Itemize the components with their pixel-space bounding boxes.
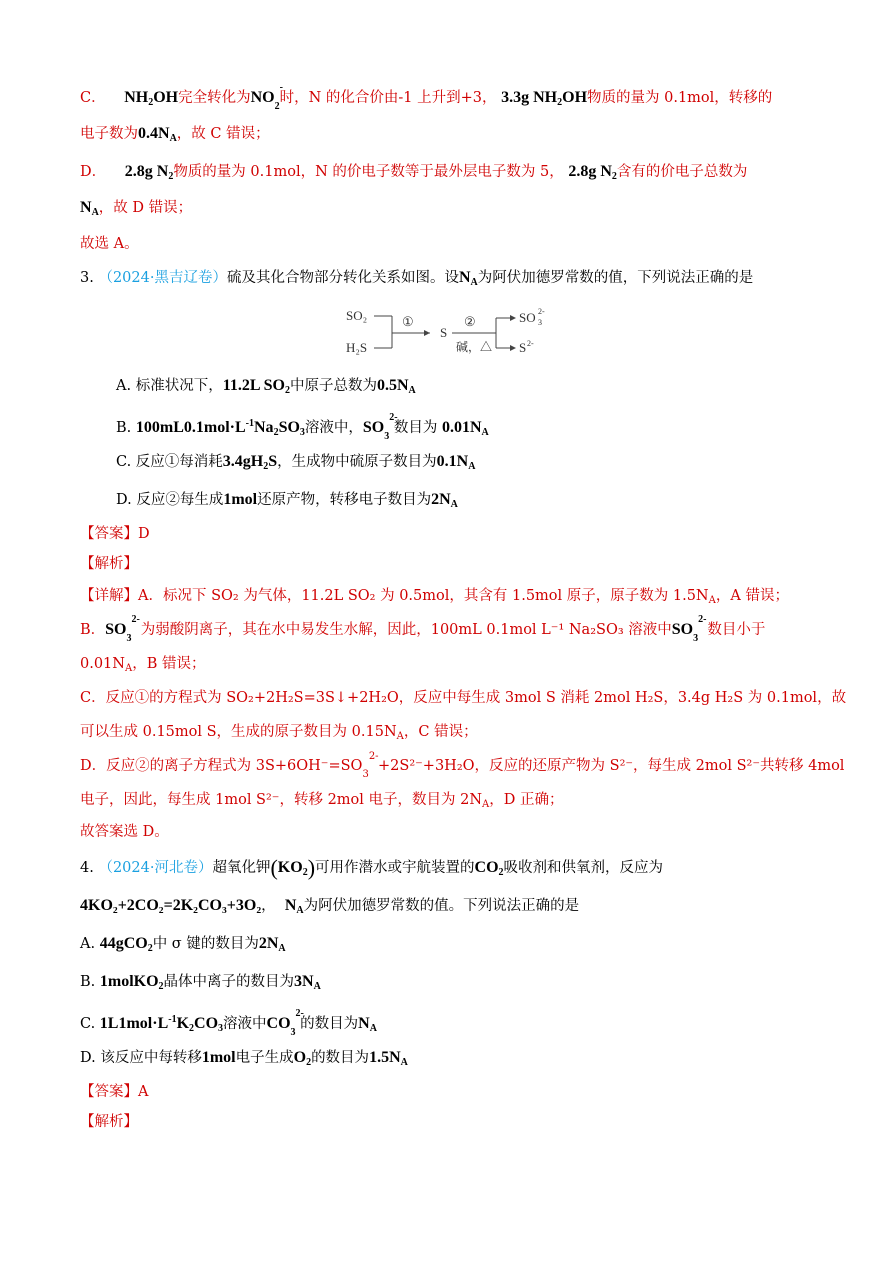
formula-na: $N_A$ bbox=[80, 199, 99, 218]
q3-option-c bbox=[116, 452, 475, 477]
option-label: D． bbox=[80, 164, 107, 180]
formula: $3.4gH_2S$ bbox=[222, 453, 278, 472]
text: 含有的价电子总数为 bbox=[616, 164, 748, 180]
text: 硫及其化合物部分转化关系如图。设 bbox=[226, 270, 459, 286]
option-label: C． bbox=[80, 90, 106, 106]
svg-text:2-: 2- bbox=[538, 307, 545, 316]
formula: 11.2L $SO_2$ bbox=[222, 377, 290, 396]
q2-conclusion: 故选 A。 bbox=[80, 236, 139, 252]
q3-analysis-tag: 【解析】 bbox=[80, 556, 138, 572]
text: ，故 D 错误； bbox=[98, 200, 193, 216]
formula-o2: $O_2$ bbox=[293, 1049, 312, 1068]
text: 0.01N bbox=[80, 656, 125, 672]
q4-stem-line2 bbox=[80, 896, 579, 921]
text: +2S²⁻+3H₂O，反应的还原产物为 S²⁻，每生成 2mol S²⁻共转移 4mol bbox=[378, 758, 845, 774]
answer-value: A bbox=[138, 1084, 149, 1100]
text: 数目为 bbox=[393, 420, 438, 436]
q3-option-d bbox=[116, 490, 458, 515]
q3-stem bbox=[80, 268, 753, 293]
q4-stem-line1 bbox=[80, 855, 664, 883]
q3-detail-c-line2: 可以生成 0.15mol S，生成的原子数目为 $0.15N_A$，C 错误； bbox=[80, 724, 478, 742]
text: 电子数为 bbox=[80, 126, 138, 142]
text: 可以生成 0.15mol S，生成的原子数目为 0.15N bbox=[80, 724, 397, 740]
text: D．反应②的离子方程式为 3S+6OH⁻= bbox=[80, 758, 341, 774]
text: 中 σ 键的数目为 bbox=[152, 936, 259, 952]
text: 溶液中 bbox=[223, 1016, 267, 1032]
q2-option-c-line2 bbox=[80, 124, 270, 149]
question-number: 4. bbox=[80, 860, 94, 876]
formula-sulfite: SO3 2- bbox=[671, 614, 707, 644]
formula: $1L1mol\cdot L^{-1}K_2CO_3$ bbox=[99, 1014, 224, 1034]
text: 可用作潜水或宇航装置的 bbox=[315, 860, 475, 876]
text: 完全转化为 bbox=[178, 90, 251, 106]
formula-no2: NO2 - bbox=[250, 82, 283, 112]
q2-option-d-line2 bbox=[80, 198, 192, 223]
q3-detail-a: 【详解】A．标况下 SO₂ 为气体，11.2L SO₂ 为 0.5mol，其含有 1.5mol 原子，原子数为 $1.5N_A$，A 错误； bbox=[80, 588, 789, 606]
text: 溶液中， bbox=[304, 420, 363, 436]
q4-option-d bbox=[80, 1048, 408, 1073]
formula: $100mL0.1mol\cdot L^{-1}Na_2SO_3$ bbox=[135, 418, 305, 438]
text: C. bbox=[80, 1016, 100, 1032]
text: 物质的量为 0.1mol，转移的 bbox=[587, 90, 773, 106]
label-so2: SO₂ bbox=[346, 308, 368, 323]
formula-na: $1.5N_A$ bbox=[369, 1049, 408, 1068]
label-condition: 碱，△ bbox=[456, 340, 493, 354]
text: 的数目为 bbox=[300, 1016, 359, 1032]
formula-carbonate: CO3 2- bbox=[266, 1008, 304, 1038]
label-h2s: H₂S bbox=[346, 340, 368, 355]
formula-na: $0.5N_A$ bbox=[376, 377, 416, 396]
q3-option-a bbox=[116, 376, 416, 401]
text: ，C 错误； bbox=[403, 724, 478, 740]
text: ，A 错误； bbox=[715, 588, 789, 604]
text: 的数目为 bbox=[311, 1050, 370, 1066]
text: A. 标准状况下， bbox=[116, 378, 223, 394]
q3-detail-b-line2: $0.01N_A$，B 错误； bbox=[80, 656, 206, 674]
formula-mass: 3.3g $NH_2OH$ bbox=[501, 89, 588, 108]
q3-conclusion: 故答案选 D。 bbox=[80, 824, 169, 840]
formula-na: $N_A$ bbox=[284, 897, 304, 916]
label-s: S bbox=[440, 325, 448, 340]
text: A. bbox=[80, 936, 100, 952]
text: 物质的量为 0.1mol，N 的价电子数等于最外层电子数为 5， bbox=[173, 164, 564, 180]
text: ，B 错误； bbox=[132, 656, 206, 672]
formula: 1mol bbox=[201, 1049, 236, 1066]
text: 电子，因此，每生成 1mol S²⁻，转移 2mol 电子，数目为 2N bbox=[80, 792, 483, 808]
svg-text:2-: 2- bbox=[527, 339, 534, 348]
q4-option-c bbox=[80, 1010, 377, 1039]
answer-tag: 【答案】 bbox=[80, 1084, 138, 1100]
formula-co2: $CO_2$ bbox=[474, 859, 504, 878]
formula-n2: 2.8g $N_2$ bbox=[124, 163, 174, 182]
formula-na: $0.4N_A$ bbox=[138, 125, 177, 144]
question-source: （2024·黑吉辽卷） bbox=[98, 270, 227, 286]
text: 为阿伏加德罗常数的值，下列说法正确的是 bbox=[477, 270, 754, 286]
label-step2: ② bbox=[464, 314, 476, 329]
formula-sulfite: SO3 2- bbox=[340, 751, 379, 780]
answer-tag: 【答案】 bbox=[80, 526, 138, 542]
text: 中原子总数为 bbox=[289, 378, 377, 394]
formula-na: $2N_A$ bbox=[258, 935, 286, 954]
formula-na: $2N_A$ bbox=[431, 491, 458, 510]
q3-detail-b-line1 bbox=[80, 614, 766, 644]
formula-na: $N_A$ bbox=[358, 1015, 377, 1034]
text: 为弱酸阴离子，其在水中易发生水解，因此，100mL 0.1mol L⁻¹ Na₂SO₃ 溶液中 bbox=[140, 622, 672, 638]
text: C. 反应①每消耗 bbox=[116, 454, 223, 470]
formula: 44gCO$_2$ bbox=[99, 935, 153, 954]
q3-detail-d-line1 bbox=[80, 751, 845, 780]
q2-option-d-line1 bbox=[80, 162, 747, 187]
text: ，D 正确； bbox=[489, 792, 564, 808]
text: B. bbox=[80, 974, 100, 990]
formula-n2: 2.8g $N_2$ bbox=[568, 163, 617, 182]
formula-na: $3N_A$ bbox=[294, 973, 321, 992]
text: 数目小于 bbox=[707, 622, 766, 638]
text: A．标况下 SO₂ 为气体，11.2L SO₂ 为 0.5mol，其含有 1.5mol 原子，原子数为 1.5N bbox=[138, 588, 709, 604]
text: 为阿伏加德罗常数的值。下列说法正确的是 bbox=[303, 898, 580, 914]
label-s2: S bbox=[519, 340, 527, 355]
text: D. 反应②每生成 bbox=[116, 492, 224, 508]
question-source: （2024·河北卷） bbox=[98, 860, 213, 876]
text: ，生成物中硫原子数目为 bbox=[277, 454, 437, 470]
label-step1: ① bbox=[402, 314, 414, 329]
q3-option-b bbox=[116, 414, 489, 443]
text: 还原产物，转移电子数目为 bbox=[257, 492, 432, 508]
label-so3: SO bbox=[519, 310, 536, 325]
formula-na: $0.1N_A$ bbox=[436, 453, 476, 472]
text: B. bbox=[116, 420, 136, 436]
q2-option-c-line1 bbox=[80, 82, 773, 113]
formula: 1mol bbox=[223, 491, 258, 508]
q4-option-b bbox=[80, 972, 321, 997]
text: 时，N 的化合价由-1 上升到+3， bbox=[279, 90, 497, 106]
q4-analysis-tag: 【解析】 bbox=[80, 1114, 138, 1130]
text: 电子生成 bbox=[235, 1050, 294, 1066]
q3-answer bbox=[80, 524, 150, 544]
formula-na: $N_A$ bbox=[458, 269, 478, 288]
text: 超氧化钾 bbox=[212, 860, 271, 876]
q3-detail-c-line1: C．反应①的方程式为 SO₂+2H₂S=3S↓+2H₂O，反应中每生成 3mol S 消耗 2mol H₂S，3.4g H₂S 为 0.1mol，故 bbox=[80, 690, 847, 706]
q3-detail-d-line2: 电子，因此，每生成 1mol S²⁻，转移 2mol 电子，数目为 $2N_A$，D 正确； bbox=[80, 792, 564, 810]
svg-text:3: 3 bbox=[538, 318, 542, 327]
text: ，故 C 错误； bbox=[176, 126, 270, 142]
formula-na: $0.01N_A$ bbox=[441, 419, 489, 438]
answer-value: D bbox=[138, 526, 150, 542]
sulfur-conversion-diagram bbox=[344, 306, 554, 356]
q4-answer bbox=[80, 1082, 148, 1102]
text: 吸收剂和供氧剂，反应为 bbox=[503, 860, 664, 876]
text: B． bbox=[80, 622, 106, 638]
formula-ko2: $(KO_2)$ bbox=[270, 855, 316, 880]
formula-sulfite: SO3 2- bbox=[105, 614, 140, 644]
text: ， bbox=[261, 898, 276, 914]
detail-tag: 【详解】 bbox=[80, 588, 138, 604]
text: D. 该反应中每转移 bbox=[80, 1050, 202, 1066]
text: 晶体中离子的数目为 bbox=[163, 974, 295, 990]
reaction-equation: 4KO₂+2CO₂=2K₂CO₃+3O₂ bbox=[80, 897, 262, 914]
formula-nh2oh: $NH_2OH$ bbox=[124, 89, 179, 108]
q4-option-a bbox=[80, 934, 286, 959]
question-number: 3. bbox=[80, 270, 94, 286]
formula-sulfite: SO3 2- bbox=[362, 412, 398, 442]
formula: 1molKO$_2$ bbox=[99, 973, 164, 992]
